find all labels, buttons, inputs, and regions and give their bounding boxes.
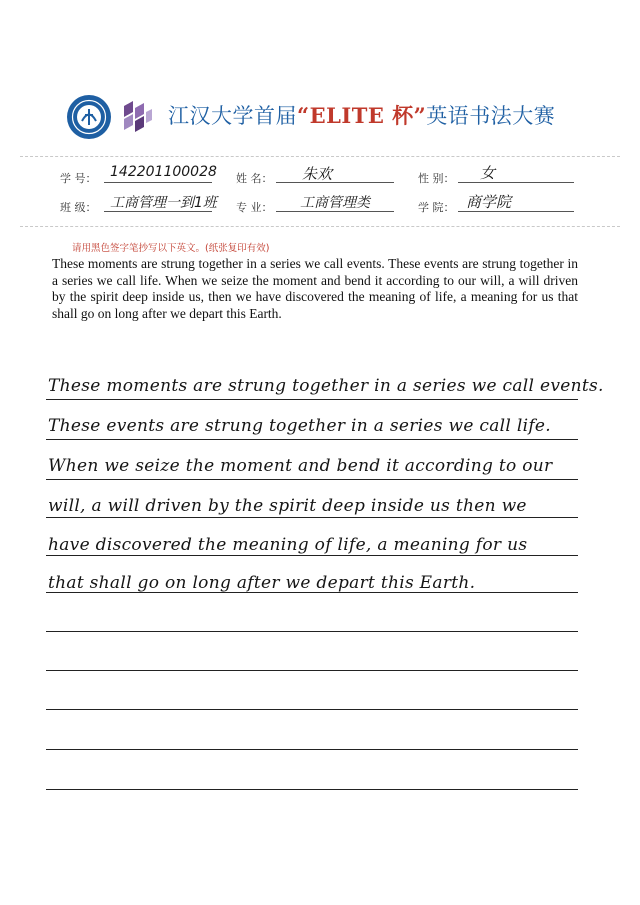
source-passage: These moments are strung together in a series we call events. These events are strung together in a series we call life. When we seize the moment and bend it according to our will, a will driven by the spirit deep inside us, then we have discovered the meaning of life, a meaning for us that shall go on long after we depart this Earth. <box>52 256 578 321</box>
writing-rule-10 <box>46 749 578 750</box>
writing-rule-6 <box>46 592 578 593</box>
form-divider <box>20 226 620 227</box>
title-quote-open: “ <box>297 103 310 128</box>
header-divider <box>20 156 620 157</box>
contest-title <box>168 100 555 130</box>
name-line <box>276 182 394 183</box>
major-line <box>276 211 394 212</box>
writing-rule-8 <box>46 670 578 671</box>
handwriting-line-1: These moments are strung together in a series we call events. <box>48 376 604 396</box>
name-label: 姓 名： <box>236 172 273 185</box>
college-line <box>458 211 574 212</box>
writing-rule-5 <box>46 555 578 556</box>
title-prefix: 江汉大学首届 <box>168 104 297 128</box>
class-line <box>104 211 212 212</box>
student-id-line <box>104 182 212 183</box>
writing-rule-9 <box>46 709 578 710</box>
writing-rule-3 <box>46 479 578 480</box>
class-value: 工商管理一到1班 <box>110 195 217 211</box>
contest-cube-logo <box>120 98 154 134</box>
gender-line <box>458 182 574 183</box>
title-cup: 杯 <box>384 103 414 128</box>
college-value: 商学院 <box>466 193 512 211</box>
title-suffix: 英语书法大赛 <box>426 104 556 128</box>
name-value: 朱欢 <box>302 165 333 183</box>
university-seal-logo <box>66 94 112 140</box>
instructions-text: 请用黑色签字笔抄写以下英文。(纸张复印有效) <box>72 243 270 254</box>
title-quote-close: ” <box>413 103 427 128</box>
writing-rule-1 <box>46 399 578 400</box>
writing-rule-2 <box>46 439 578 440</box>
major-label: 专 业： <box>236 201 273 214</box>
handwriting-line-6: that shall go on long after we depart this Earth. <box>48 573 476 593</box>
gender-label: 性 别： <box>418 172 455 185</box>
writing-rule-7 <box>46 631 578 632</box>
handwriting-line-2: These events are strung together in a series we call life. <box>48 416 551 436</box>
student-id-label: 学 号： <box>60 172 97 185</box>
gender-value: 女 <box>480 164 496 182</box>
title-elite: ELITE <box>309 103 385 128</box>
writing-rule-11 <box>46 789 578 790</box>
handwriting-line-5: have discovered the meaning of life, a meaning for us <box>48 535 528 555</box>
handwriting-line-4: will, a will driven by the spirit deep inside us then we <box>48 496 527 516</box>
handwriting-line-3: When we seize the moment and bend it according to our <box>48 456 553 476</box>
class-label: 班 级： <box>60 201 97 214</box>
student-id-value: 142201100028 <box>110 164 217 180</box>
major-value: 工商管理类 <box>300 195 370 211</box>
writing-rule-4 <box>46 517 578 518</box>
college-label: 学 院： <box>418 201 455 214</box>
